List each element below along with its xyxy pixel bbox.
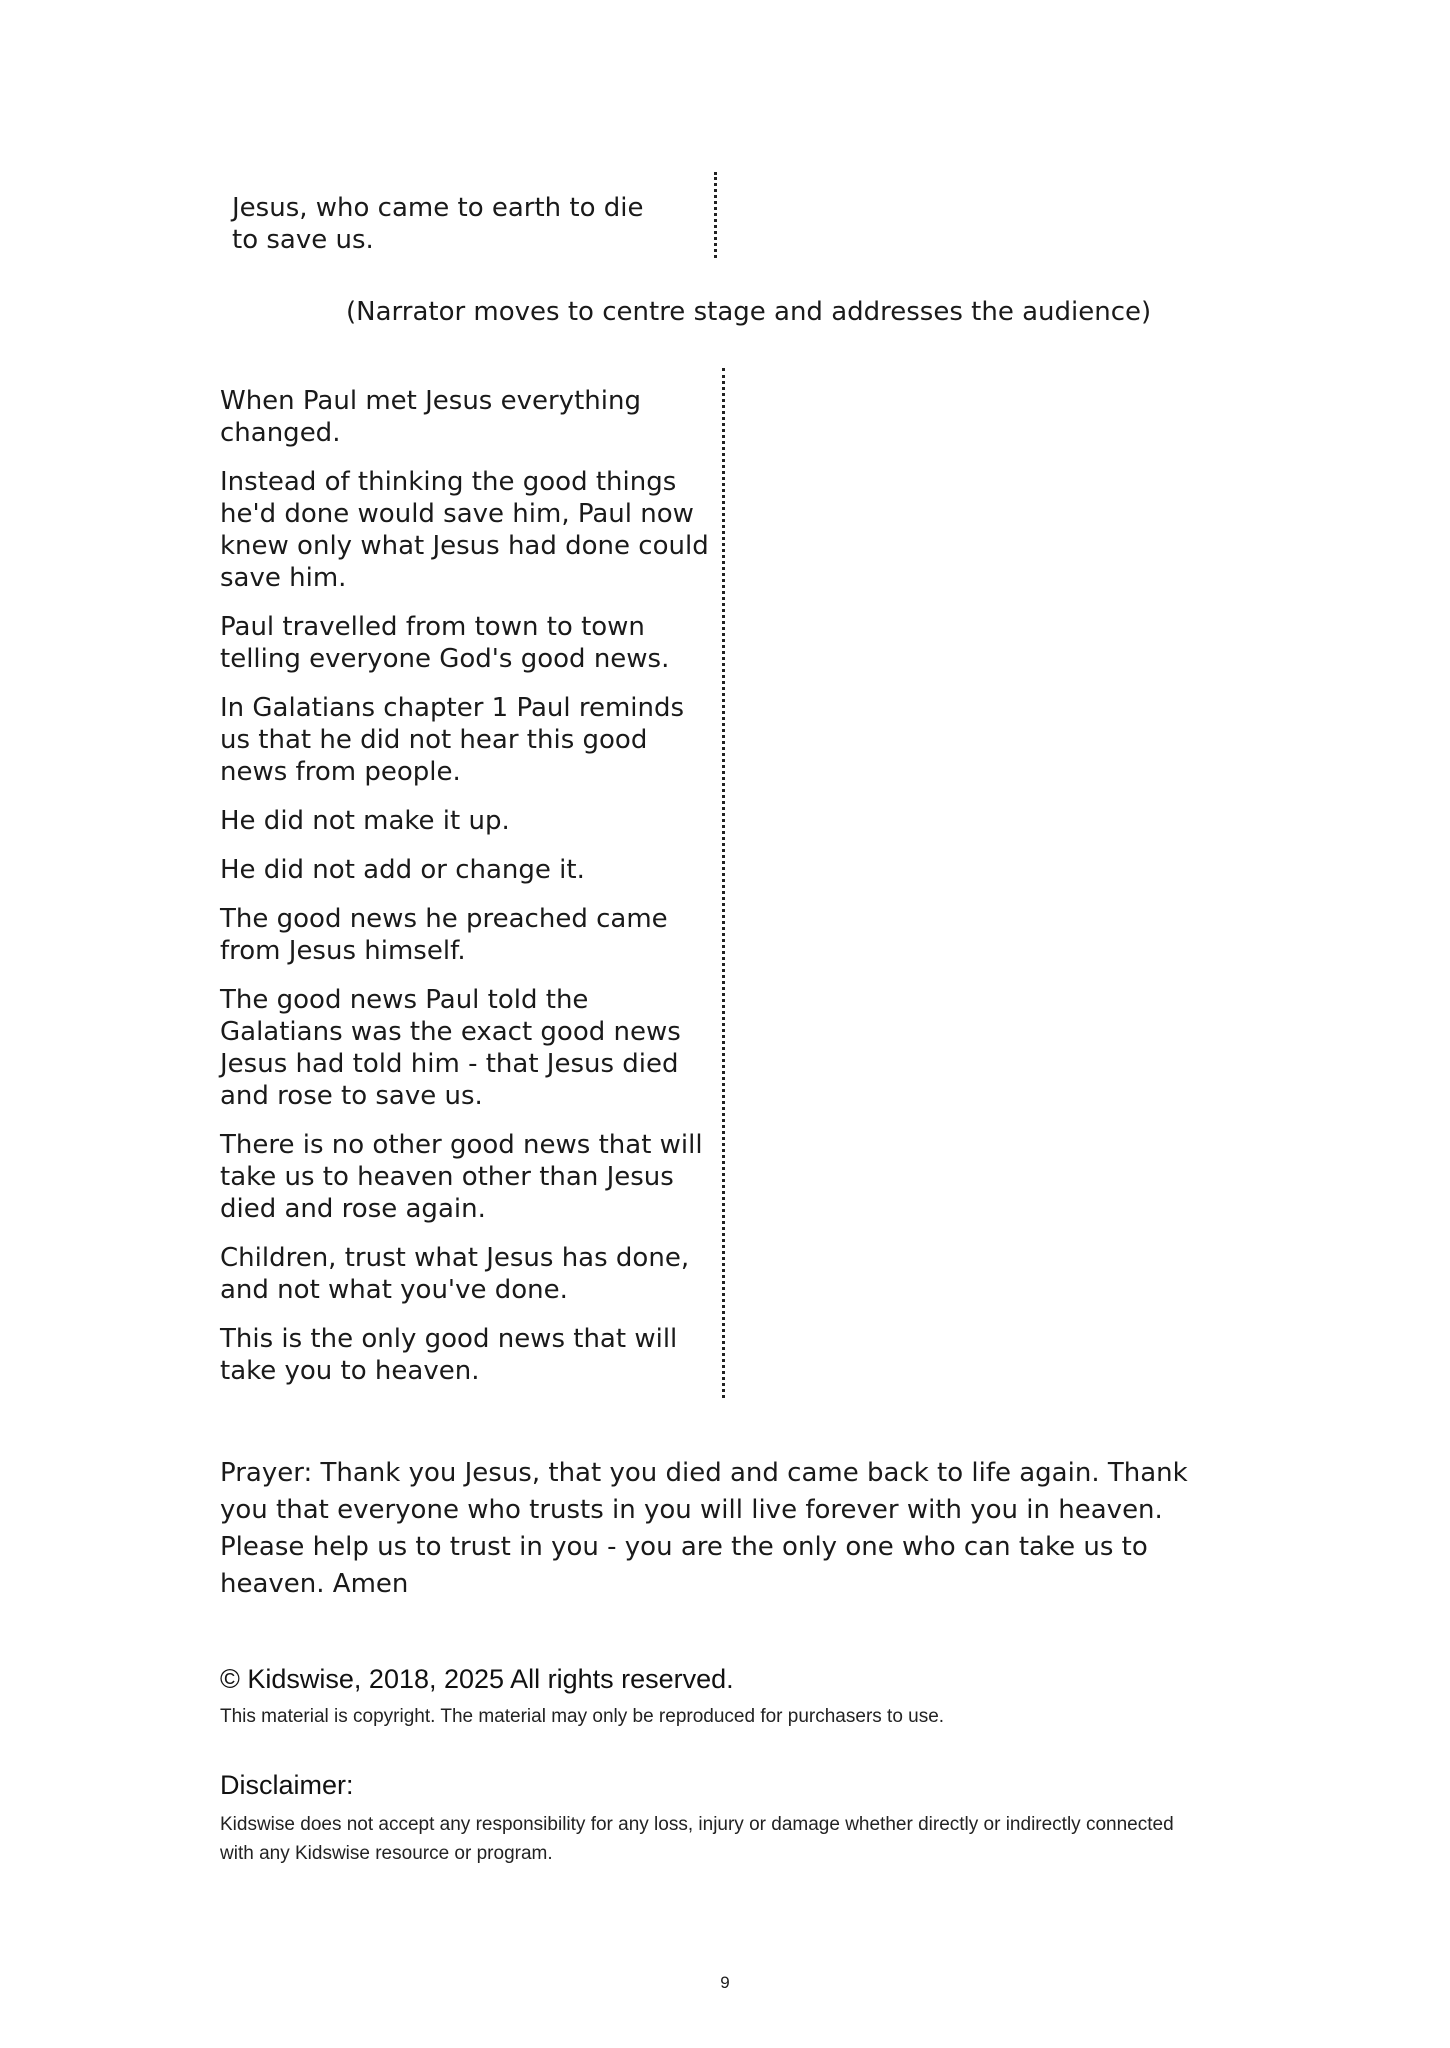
copyright-title: © Kidswise, 2018, 2025 All rights reserved.: [220, 1664, 734, 1694]
dotted-divider-main: [722, 368, 725, 1398]
disclaimer-title: Disclaimer:: [220, 1770, 354, 1800]
narration-paragraph: Children, trust what Jesus has done, and not what you've done.: [220, 1243, 690, 1305]
stage-direction: (Narrator moves to centre stage and addresses the audience): [346, 297, 1152, 327]
disclaimer-text: Kidswise does not accept any responsibility for any loss, injury or damage whether directly or indirectly connected with any Kidswise resource or program.: [220, 1814, 1174, 1864]
narration-paragraph: In Galatians chapter 1 Paul reminds us that he did not hear this good news from people.: [220, 693, 685, 787]
narration-paragraph: The good news he preached came from Jesus himself.: [220, 904, 668, 966]
narration-paragraph: He did not add or change it.: [220, 855, 585, 885]
narration-paragraph: There is no other good news that will take us to heaven other than Jesus died and rose again.: [220, 1130, 703, 1224]
dotted-divider-top: [714, 172, 717, 258]
narration-paragraph: Instead of thinking the good things he'd done would save him, Paul now knew only what Jesus had done could save him.: [220, 467, 709, 593]
copyright-note: This material is copyright. The material may only be reproduced for purchasers to use.: [220, 1706, 945, 1727]
narration-paragraph: The good news Paul told the Galatians was the exact good news Jesus had told him - that Jesus died and rose to save us.: [220, 985, 681, 1111]
narrator-speech: [220, 385, 710, 1404]
prayer-text: Prayer: Thank you Jesus, that you died and came back to life again. Thank you that everyone who trusts in you will live forever with you in heaven. Please help us to trust in you - you are the only one who can take us to heaven. Amen: [220, 1458, 1188, 1599]
script-line-top: Jesus, who came to earth to die to save us.: [232, 193, 644, 255]
page-number: 9: [720, 1973, 730, 1992]
narration-paragraph: Paul travelled from town to town telling everyone God's good news.: [220, 612, 670, 674]
narration-paragraph: This is the only good news that will take you to heaven.: [220, 1324, 678, 1386]
narration-paragraph: He did not make it up.: [220, 806, 510, 836]
narration-paragraph: When Paul met Jesus everything changed.: [220, 386, 641, 448]
